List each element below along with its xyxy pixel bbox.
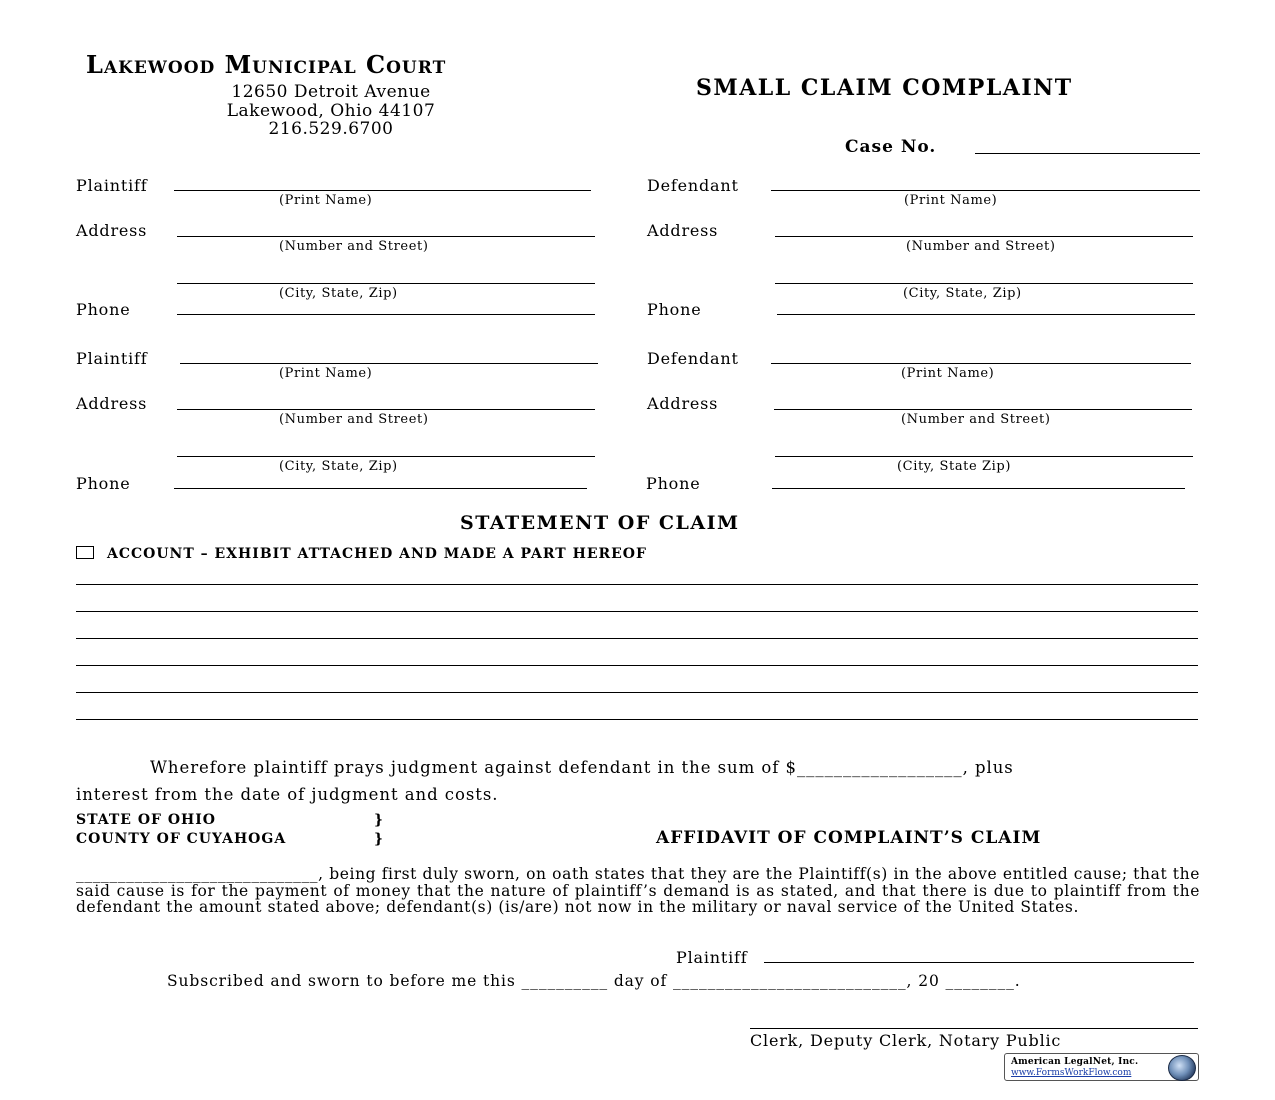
claim-line-6[interactable] <box>76 719 1198 720</box>
defendant-2-street-field[interactable] <box>774 409 1192 410</box>
court-name: Lakewood Municipal Court <box>86 50 447 79</box>
plaintiff-2-city-field[interactable] <box>177 456 595 457</box>
logo-url-link[interactable]: www.FormsWorkFlow.com <box>1011 1068 1132 1078</box>
plaintiff-2-label: Plaintiff <box>76 349 148 368</box>
affidavit-plaintiff-signature-field[interactable] <box>764 962 1194 963</box>
form-title: SMALL CLAIM COMPLAINT <box>696 75 1073 101</box>
defendant-1-street-field[interactable] <box>775 236 1193 237</box>
defendant-1-phone-field[interactable] <box>777 314 1195 315</box>
defendant-2-phone-field[interactable] <box>772 488 1185 489</box>
venue-brace-1: } <box>374 812 385 828</box>
claim-line-4[interactable] <box>76 665 1198 666</box>
plaintiff-2-phone-field[interactable] <box>174 488 587 489</box>
venue-brace-2: } <box>374 831 385 847</box>
globe-icon <box>1168 1055 1196 1081</box>
claim-line-1[interactable] <box>76 584 1198 585</box>
defendant-2-address-label: Address <box>647 394 719 413</box>
account-checkbox-label: ACCOUNT – EXHIBIT ATTACHED AND MADE A PART HEREOF <box>107 546 647 562</box>
plaintiff-1-label: Plaintiff <box>76 176 148 195</box>
affidavit-heading: AFFIDAVIT OF COMPLAINT’S CLAIM <box>656 828 1042 848</box>
court-address-line2: Lakewood, Ohio 44107 <box>226 101 436 121</box>
plaintiff-1-city-field[interactable] <box>177 283 595 284</box>
affidavit-text: _____________________________, being first duly sworn, on oath states that they are the Plaintiff(s) in the above entitled cause; that the said cause is for the payment of money that the nature of plaintiff’s demand is as stated, and that there is due to plaintiff from the defendant the amount stated above; defendant(s) (is/are) not now in the military or naval service of the United States. <box>76 865 1200 916</box>
defendant-2-city-field[interactable] <box>775 456 1193 457</box>
affidavit-plaintiff-label: Plaintiff <box>676 948 748 967</box>
case-no-field[interactable] <box>975 153 1200 154</box>
defendant-2-street-hint: (Number and Street) <box>901 412 1051 427</box>
defendant-2-label: Defendant <box>647 349 739 368</box>
plaintiff-2-name-hint: (Print Name) <box>279 366 373 381</box>
clerk-signature-field[interactable] <box>750 1028 1198 1029</box>
defendant-1-address-label: Address <box>647 221 719 240</box>
clerk-label: Clerk, Deputy Clerk, Notary Public <box>750 1031 1062 1050</box>
court-address-line1: 12650 Detroit Avenue <box>231 82 431 102</box>
logo-company-name: American LegalNet, Inc. <box>1011 1057 1139 1067</box>
claim-line-5[interactable] <box>76 692 1198 693</box>
plaintiff-2-street-hint: (Number and Street) <box>279 412 429 427</box>
plaintiff-1-name-hint: (Print Name) <box>279 193 373 208</box>
defendant-2-city-hint: (City, State Zip) <box>897 459 1011 474</box>
statement-heading: STATEMENT OF CLAIM <box>460 512 740 534</box>
venue-state: STATE OF OHIO <box>76 812 216 828</box>
plaintiff-2-address-label: Address <box>76 394 148 413</box>
plaintiff-1-address-label: Address <box>76 221 148 240</box>
defendant-1-name-field[interactable] <box>771 190 1200 191</box>
defendant-1-label: Defendant <box>647 176 739 195</box>
subscribed-sworn-text: Subscribed and sworn to before me this __________ day of ___________________________, 20 ________. <box>167 972 1021 990</box>
plaintiff-2-phone-label: Phone <box>76 474 131 493</box>
plaintiff-2-city-hint: (City, State, Zip) <box>279 459 398 474</box>
defendant-2-name-field[interactable] <box>771 363 1191 364</box>
plaintiff-1-phone-label: Phone <box>76 300 131 319</box>
claim-line-2[interactable] <box>76 611 1198 612</box>
defendant-1-name-hint: (Print Name) <box>904 193 998 208</box>
defendant-1-city-field[interactable] <box>775 283 1193 284</box>
defendant-1-city-hint: (City, State, Zip) <box>903 286 1022 301</box>
court-phone: 216.529.6700 <box>268 119 394 139</box>
plaintiff-1-street-hint: (Number and Street) <box>279 239 429 254</box>
wherefore-line-1: Wherefore plaintiff prays judgment against defendant in the sum of $__________________, plus <box>150 758 1014 777</box>
plaintiff-1-phone-field[interactable] <box>177 314 595 315</box>
defendant-2-phone-label: Phone <box>646 474 701 493</box>
venue-county: COUNTY OF CUYAHOGA <box>76 831 287 847</box>
claim-line-3[interactable] <box>76 638 1198 639</box>
americanlegalnet-logo[interactable] <box>1004 1053 1199 1081</box>
defendant-2-name-hint: (Print Name) <box>901 366 995 381</box>
plaintiff-1-street-field[interactable] <box>177 236 595 237</box>
defendant-1-phone-label: Phone <box>647 300 702 319</box>
plaintiff-1-city-hint: (City, State, Zip) <box>279 286 398 301</box>
wherefore-line-2: interest from the date of judgment and costs. <box>76 785 499 804</box>
plaintiff-1-name-field[interactable] <box>174 190 591 191</box>
account-checkbox[interactable] <box>76 546 94 559</box>
case-no-label: Case No. <box>845 137 937 157</box>
plaintiff-2-street-field[interactable] <box>177 409 595 410</box>
plaintiff-2-name-field[interactable] <box>180 363 598 364</box>
defendant-1-street-hint: (Number and Street) <box>906 239 1056 254</box>
